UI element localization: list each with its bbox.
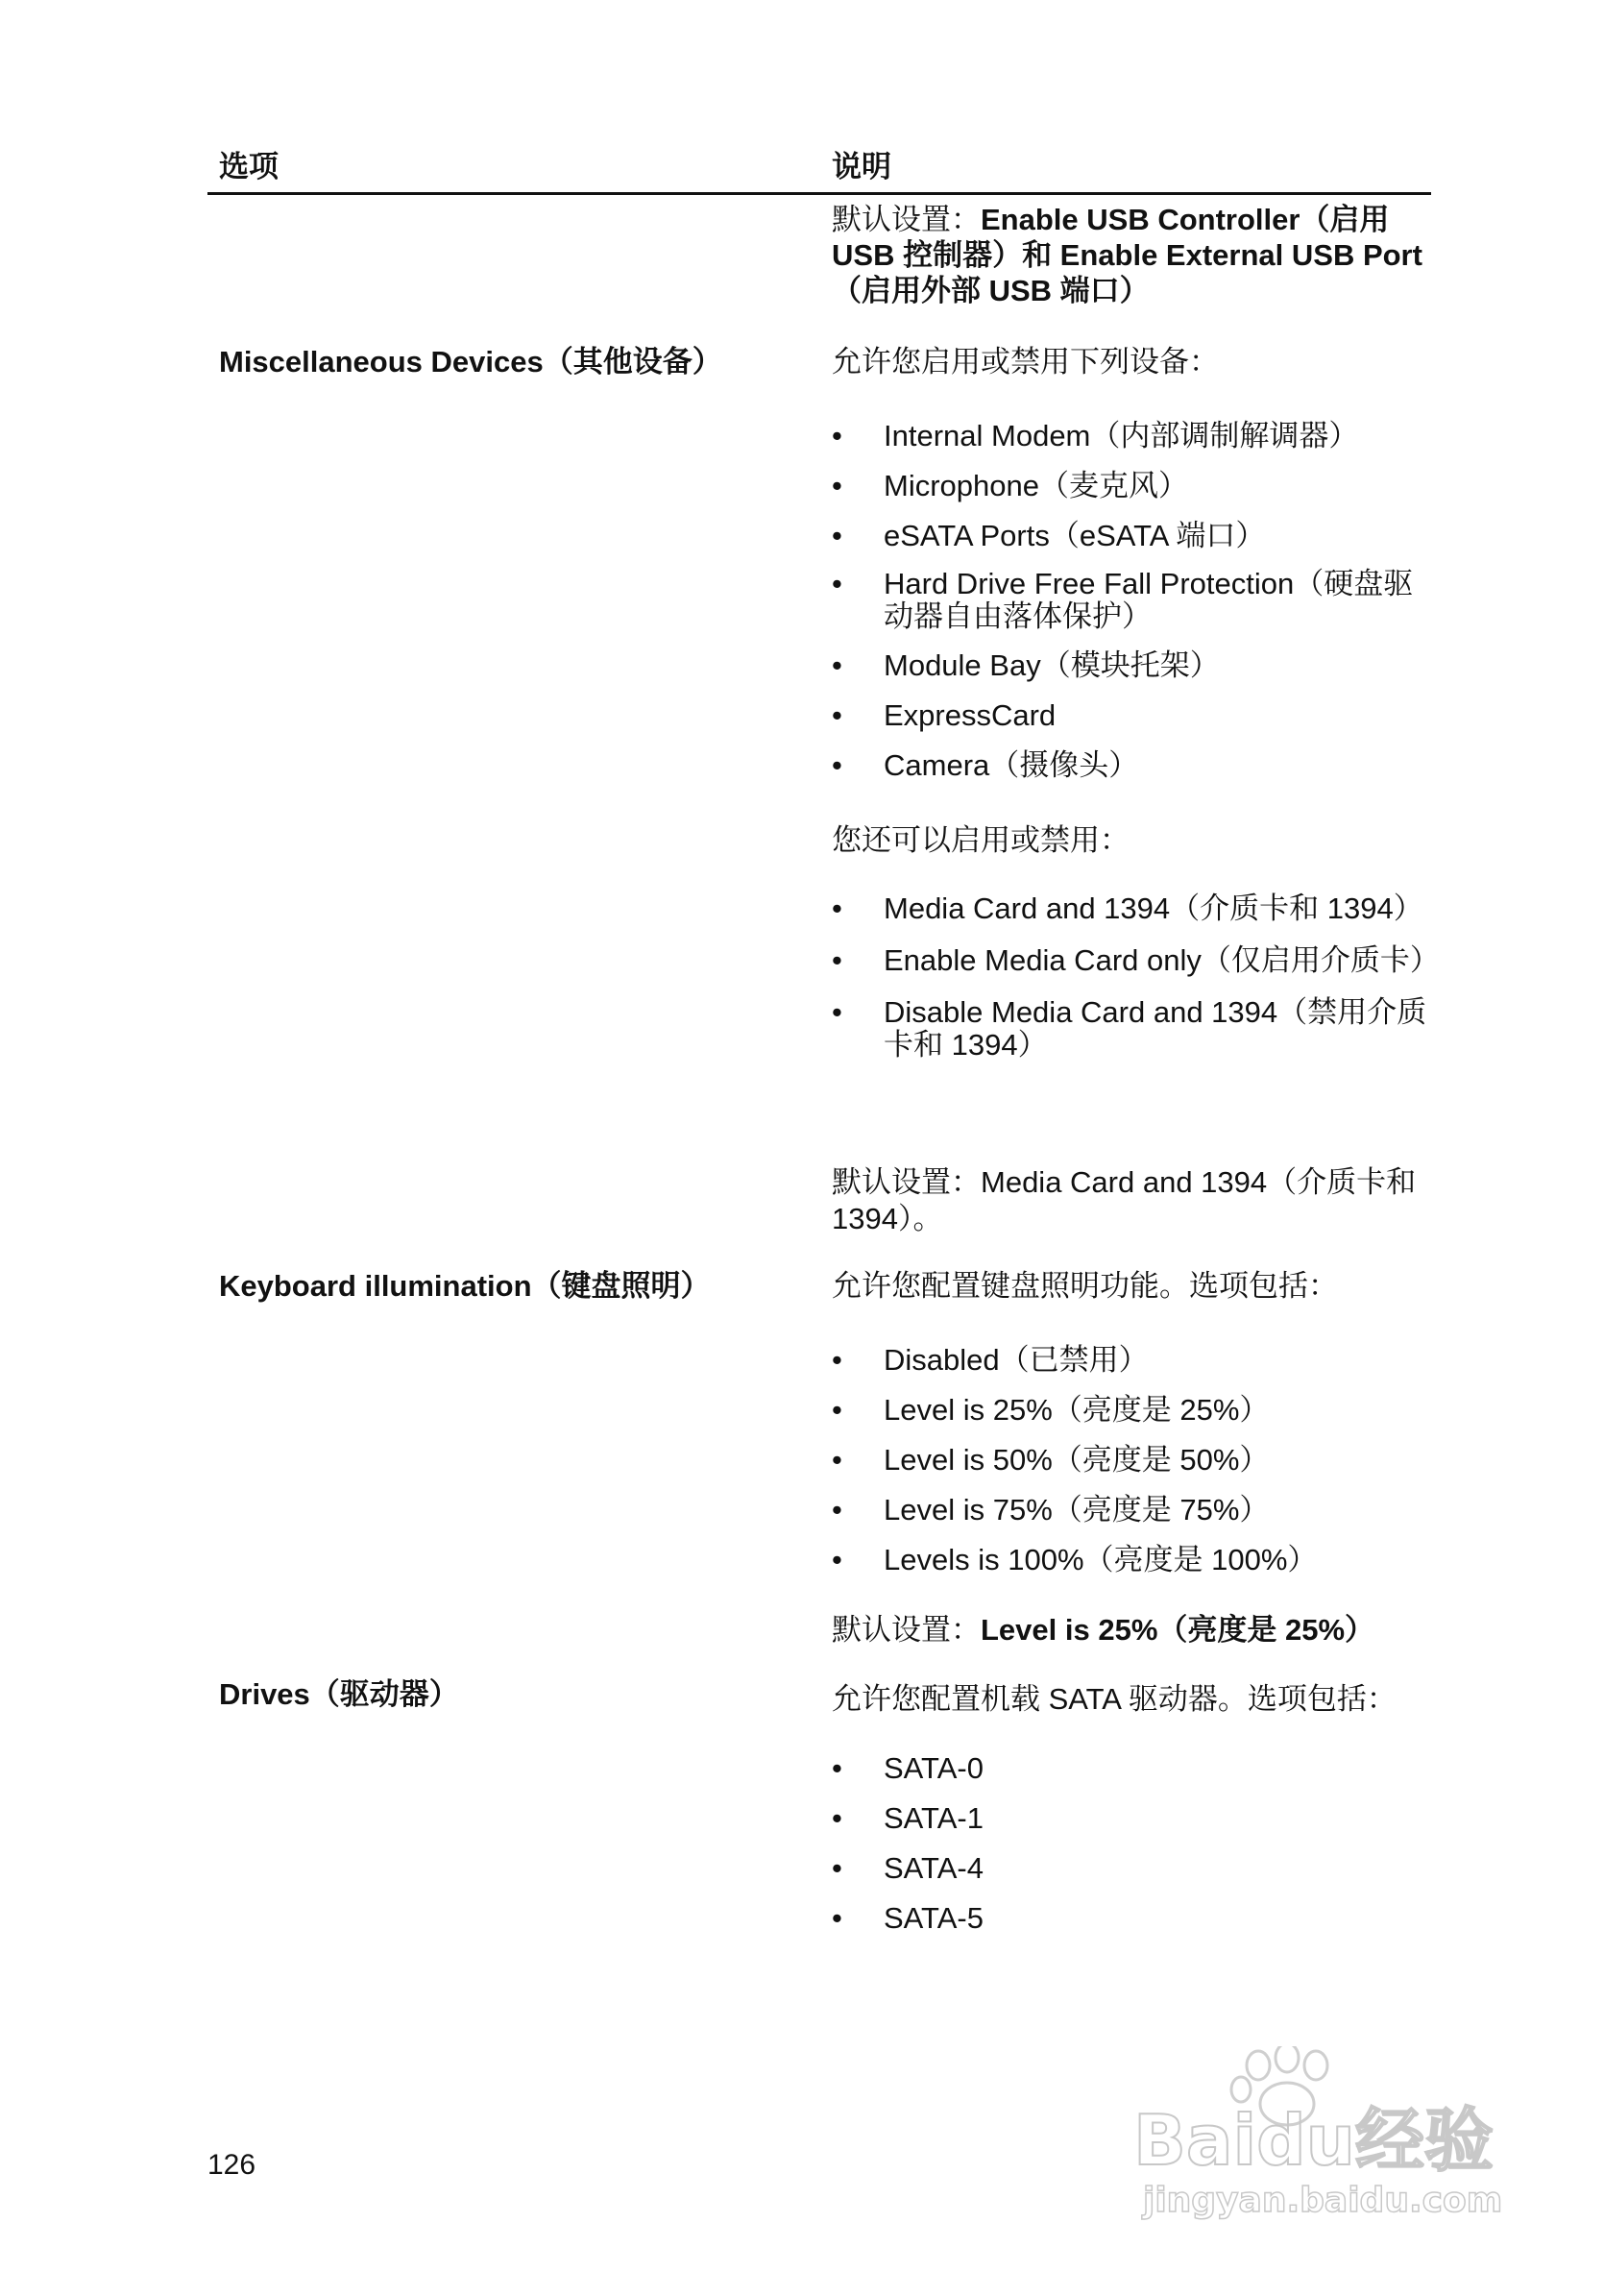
misc-default-description — [832, 1164, 1429, 1237]
list-item: • SATA-0 — [832, 1751, 984, 1785]
bullet-icon: • — [832, 419, 842, 452]
bullet-icon: • — [832, 1901, 842, 1935]
bullet-icon: • — [832, 892, 842, 925]
misc-also-intro: 您还可以启用或禁用： — [832, 823, 1130, 857]
watermark-brand: Baidu经验 — [1133, 2100, 1494, 2181]
list-item: • Module Bay（模块托架） — [832, 648, 1220, 682]
list-item: • Disabled（已禁用） — [832, 1343, 1149, 1377]
keyboard-level-list — [832, 1342, 1429, 1577]
bullet-icon: • — [832, 1801, 842, 1835]
bullet-icon: • — [832, 519, 842, 552]
bullet-icon: • — [832, 995, 842, 1029]
bullet-icon: • — [832, 1443, 842, 1477]
list-item: • Media Card and 1394（介质卡和 1394） — [832, 892, 1423, 925]
list-item: • Level is 25%（亮度是 25%） — [832, 1393, 1270, 1427]
bullet-icon: • — [832, 943, 842, 977]
list-item: • SATA-1 — [832, 1801, 984, 1835]
misc-default: 默认设置：Media Card and 1394（介质卡和 1394）。 — [832, 1165, 1417, 1235]
option-column-heading: 选项 — [219, 150, 279, 183]
misc-devices-title: Miscellaneous Devices（其他设备） — [219, 345, 722, 379]
description-column-heading: 说明 — [832, 150, 891, 183]
list-item: • SATA-4 — [832, 1851, 984, 1885]
drives-option — [219, 1676, 795, 1712]
list-item: • Disable Media Card and 1394（禁用介质卡和 1394） — [832, 995, 1427, 1062]
drives-list — [832, 1750, 1429, 1936]
misc-intro: 允许您启用或禁用下列设备： — [832, 345, 1219, 379]
bullet-icon: • — [832, 1543, 842, 1576]
keyboard-illumination-description — [832, 1268, 1429, 1648]
media-option-list — [832, 892, 1440, 1062]
drives-title: Drives（驱动器） — [219, 1677, 459, 1711]
misc-device-list — [832, 418, 1429, 783]
list-item: • ExpressCard — [832, 698, 1057, 732]
keyboard-illumination-title: Keyboard illumination（键盘照明） — [219, 1269, 711, 1303]
list-item: • SATA-5 — [832, 1901, 984, 1935]
baidu-watermark — [1133, 2046, 1518, 2238]
drives-description — [832, 1676, 1429, 1936]
keyboard-illumination-option — [219, 1268, 795, 1304]
misc-also-description — [832, 822, 1440, 1062]
bullet-icon: • — [832, 469, 842, 502]
list-item: • Enable Media Card only（仅启用介质卡） — [832, 943, 1440, 977]
list-item: • Internal Modem（内部调制解调器） — [832, 419, 1359, 452]
usb-default-label: 默认设置： — [832, 203, 981, 236]
bullet-icon: • — [832, 1851, 842, 1885]
bullet-icon: • — [832, 698, 842, 732]
bullet-icon: • — [832, 1751, 842, 1785]
list-item: • eSATA Ports（eSATA 端口） — [832, 519, 1266, 552]
list-item: • Hard Drive Free Fall Protection（硬盘驱动器自由落体保护） — [832, 567, 1414, 633]
list-item: • Level is 50%（亮度是 50%） — [832, 1443, 1270, 1477]
bullet-icon: • — [832, 648, 842, 682]
keyboard-default: 默认设置：Level is 25%（亮度是 25%） — [832, 1613, 1375, 1647]
table-header — [207, 142, 1431, 195]
list-item: • Level is 75%（亮度是 75%） — [832, 1493, 1270, 1527]
bullet-icon: • — [832, 748, 842, 782]
misc-devices-description — [832, 344, 1429, 783]
bullet-icon: • — [832, 1493, 842, 1527]
list-item: • Microphone（麦克风） — [832, 469, 1188, 502]
usb-default-description — [832, 202, 1429, 308]
bullet-icon: • — [832, 1393, 842, 1427]
bullet-icon: • — [832, 567, 842, 600]
watermark-url: jingyan.baidu.com — [1143, 2181, 1503, 2220]
keyboard-intro: 允许您配置键盘照明功能。选项包括： — [832, 1269, 1338, 1303]
list-item: • Levels is 100%（亮度是 100%） — [832, 1543, 1318, 1576]
misc-devices-option — [219, 344, 795, 379]
list-item: • Camera（摄像头） — [832, 748, 1139, 782]
drives-intro: 允许您配置机载 SATA 驱动器。选项包括： — [832, 1682, 1397, 1716]
bullet-icon: • — [832, 1343, 842, 1377]
usb-default-value: Enable USB Controller（启用 USB 控制器）和 Enable External USB Port（启用外部 USB 端口） — [832, 203, 1422, 307]
page-number: 126 — [207, 2149, 256, 2181]
